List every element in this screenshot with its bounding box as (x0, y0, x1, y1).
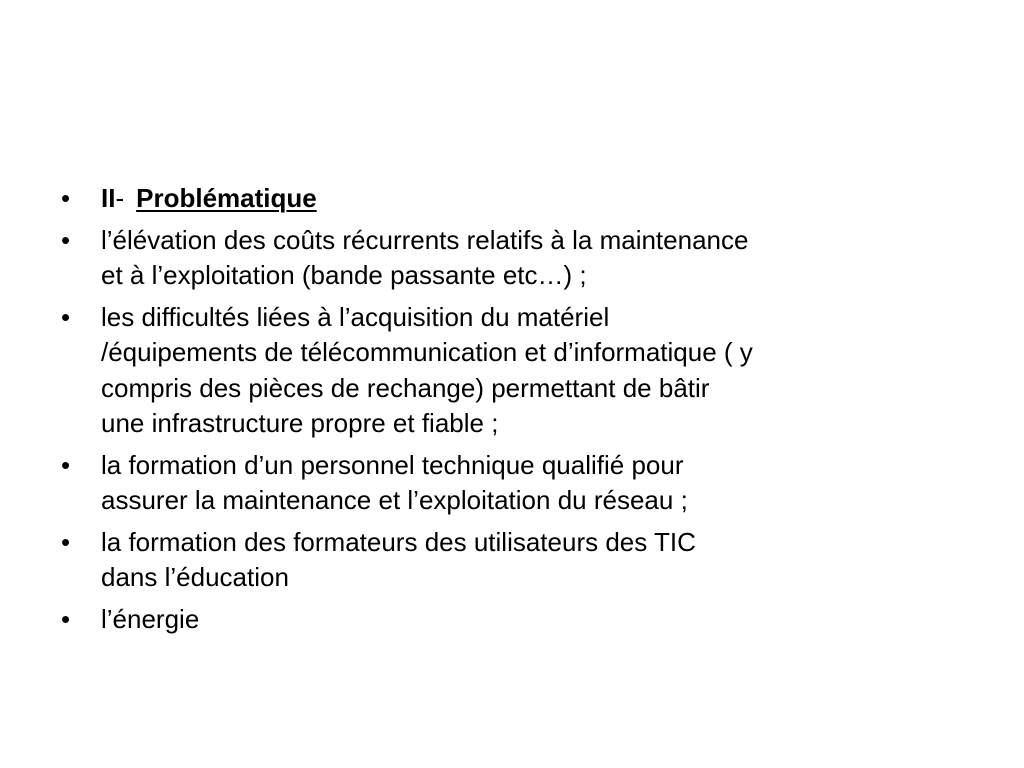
item-text-line: l’énergie (101, 603, 200, 634)
list-item (58, 223, 978, 294)
item-text-line: une infrastructure propre et fiable ; (101, 408, 499, 438)
item-text-line: dans l’éducation (101, 562, 289, 592)
item-text-line: assurer la maintenance et l’exploitation du réseau ; (101, 485, 688, 515)
item-text-line: la formation d’un personnel technique qualifié pour (101, 449, 684, 480)
item-text-line: la formation des formateurs des utilisateurs des TIC (101, 526, 696, 557)
bullet-marker: • (61, 449, 71, 480)
item-text-line: et à l’exploitation (bande passante etc…) ; (101, 260, 587, 290)
heading-bullet (58, 181, 978, 217)
section-number: II (101, 183, 116, 213)
list-item (58, 602, 978, 638)
bullet-list (58, 181, 978, 643)
item-text-line: /équipements de télécommunication et d’informatique ( y (101, 337, 753, 367)
list-item (58, 448, 978, 519)
list-item (58, 300, 978, 442)
bullet-marker: • (61, 183, 71, 213)
bullet-marker: • (61, 526, 71, 557)
bullet-marker: • (61, 224, 71, 255)
item-text-line: les difficultés liées à l’acquisition du matériel (101, 301, 610, 332)
bullet-marker: • (61, 603, 71, 634)
section-separator: - (115, 183, 125, 213)
list-item (58, 525, 978, 596)
item-text-line: compris des pièces de rechange) permettant de bâtir (101, 372, 710, 403)
item-text-line: l’élévation des coûts récurrents relatifs à la maintenance (101, 224, 749, 255)
section-title: Problématique (136, 183, 317, 213)
bullet-marker: • (61, 301, 71, 332)
